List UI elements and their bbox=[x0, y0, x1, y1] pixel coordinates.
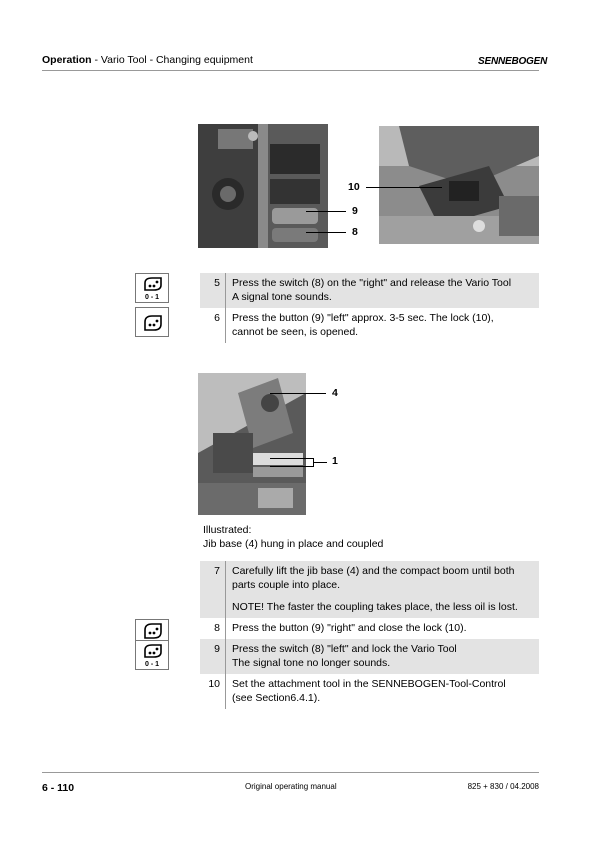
step-text: cannot be seen, is opened. bbox=[232, 326, 359, 338]
callout-line-1b bbox=[270, 466, 314, 467]
step-row-6 bbox=[200, 308, 539, 343]
callout-line-9 bbox=[306, 211, 346, 212]
switch-icon-label: 0 - 1 bbox=[144, 294, 159, 301]
step-text: parts couple into place. bbox=[232, 579, 340, 591]
callout-line-1 bbox=[313, 462, 327, 463]
header-rule bbox=[42, 70, 539, 71]
caption-line: Jib base (4) hung in place and coupled bbox=[203, 538, 384, 550]
steps-table-b bbox=[200, 561, 539, 709]
joystick-button-icon bbox=[142, 314, 164, 332]
joystick-switch-icon bbox=[142, 643, 164, 659]
callout-1: 1 bbox=[332, 455, 338, 467]
step-text: Press the switch (8) on the "right" and release the Vario Tool bbox=[232, 277, 512, 289]
photo-coupling bbox=[379, 126, 539, 244]
button-icon-box bbox=[135, 307, 169, 337]
step-text: Press the switch (8) "left" and lock the Vario Tool bbox=[232, 643, 457, 655]
brand-logo: SENNEBOGEN bbox=[478, 56, 548, 67]
step-number: 5 bbox=[200, 273, 226, 308]
step-number: 7 bbox=[200, 561, 226, 618]
step-row-8 bbox=[200, 618, 539, 639]
step-number: 8 bbox=[200, 618, 226, 639]
photo-jib-base bbox=[198, 373, 306, 515]
step-text: Press the button (9) "right" and close the lock (10). bbox=[232, 622, 467, 634]
callout-8: 8 bbox=[352, 226, 358, 238]
callout-line-4 bbox=[270, 393, 326, 394]
callout-4: 4 bbox=[332, 387, 338, 399]
step-text: Press the button (9) "left" approx. 3-5 sec. The lock (10), bbox=[232, 312, 494, 324]
footer-rule bbox=[42, 772, 539, 773]
joystick-button-icon bbox=[142, 622, 164, 640]
switch-icon-box bbox=[135, 273, 169, 303]
caption-line: Illustrated: bbox=[203, 524, 252, 536]
page-number: 6 - 110 bbox=[42, 782, 75, 794]
step-text: Set the attachment tool in the SENNEBOGEN-Tool-Control bbox=[232, 678, 506, 690]
header-section: Operation bbox=[42, 54, 92, 66]
steps-table-a bbox=[200, 273, 539, 343]
step-row-5 bbox=[200, 273, 539, 308]
step-number: 9 bbox=[200, 639, 226, 674]
photo-control-panel bbox=[198, 124, 328, 248]
page-header-title bbox=[42, 54, 253, 66]
step-row-10 bbox=[200, 674, 539, 709]
step-number: 10 bbox=[200, 674, 226, 709]
switch-icon-box-2 bbox=[135, 640, 169, 670]
footer-model-date: 825 + 830 / 04.2008 bbox=[467, 782, 539, 791]
footer-center-text: Original operating manual bbox=[245, 782, 337, 791]
step-number: 6 bbox=[200, 308, 226, 343]
step-text: Carefully lift the jib base (4) and the compact boom until both bbox=[232, 565, 515, 577]
callout-line-1a bbox=[270, 458, 314, 459]
button-icon-box-2 bbox=[135, 619, 169, 641]
callout-line-8 bbox=[306, 232, 346, 233]
step-note: NOTE! The faster the coupling takes place, the less oil is lost. bbox=[232, 601, 518, 613]
figure-caption bbox=[203, 523, 383, 551]
step-row-9 bbox=[200, 639, 539, 674]
step-text: (see Section6.4.1). bbox=[232, 692, 321, 704]
step-text: The signal tone no longer sounds. bbox=[232, 657, 391, 669]
joystick-switch-icon bbox=[142, 276, 164, 292]
step-text: A signal tone sounds. bbox=[232, 291, 332, 303]
header-subtitle: - Vario Tool - Changing equipment bbox=[91, 54, 253, 66]
callout-line-10 bbox=[366, 187, 442, 188]
callout-10: 10 bbox=[348, 181, 360, 193]
callout-9: 9 bbox=[352, 205, 358, 217]
step-row-7 bbox=[200, 561, 539, 618]
switch-icon-label: 0 - 1 bbox=[144, 661, 159, 668]
